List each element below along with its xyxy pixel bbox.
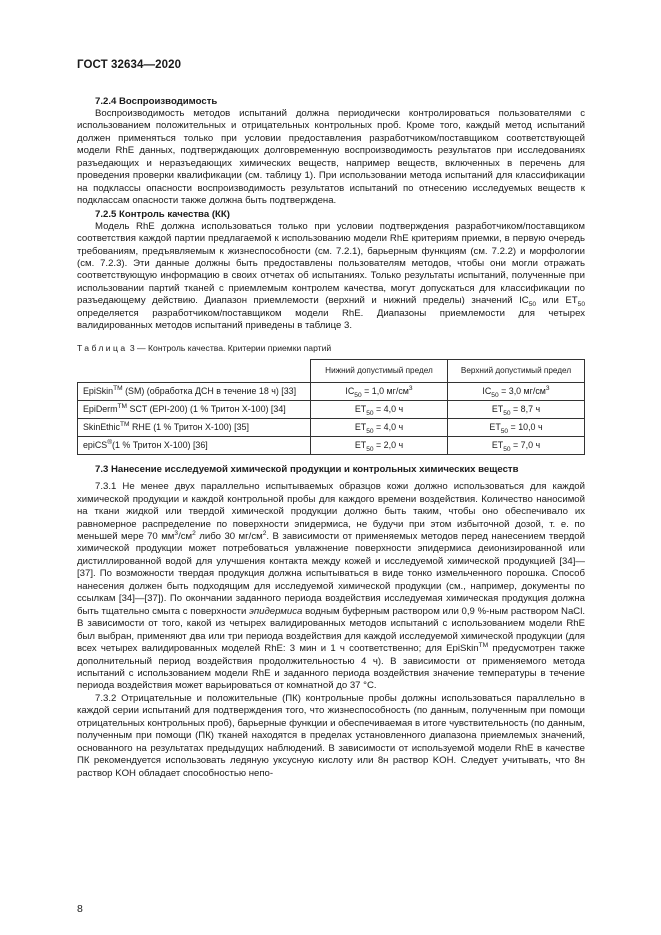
upper-limit-cell: $ET_{50} = 8,7$ ч [448, 401, 585, 419]
upper-limit-cell: $ET_{50} = 7,0$ ч [448, 437, 585, 455]
table-header-upper-limit: Верхний допустимый предел [448, 360, 585, 383]
table-caption: Таблица 3 — Контроль качества. Критерии приемки партий [77, 342, 332, 353]
page-header-standard-id: ГОСТ 32634—2020 [77, 59, 182, 71]
paragraph-7-3-1: 7.3.1 Не менее двух параллельно испытываемых образцов кожи должно использоваться для каждой химической продукции и каждой контрольной пробы для каждого времени воздействия. Количество наносимой на ткани жидкой или твердой химической продукции должно быть таким, чтобы оно обеспечивало их равномерное распределение по поверхности эпидермиса, не будучи при этом избыточной дозой, т. е. по меньшей мере 70 $мм^3/см^2$ либо 30 $мг/см^2$. В зависимости от применяемых методов перед нанесением твердой химической продукции может потребоваться увлажнение поверхности эпидермиса деионизированной или дистиллированной водой для улучшения контакта между кожей и исследуемой химической продукцией [34]—[37]. По возможности твердая продукция должна испытываться в виде тонко измельченного порошка. Способ нанесения должен быть подходящим для исследуемой химической продукции (см., например, документы по ссылкам [34]—[37]). По окончании заданного периода воздействия исследуемая химическая продукция должна быть тщательно смыта с поверхности эпидермиса водным буферным раствором или 0,9 %-ным раствором NaCl. В зависимости от того, какой из четырех валидированных методов испытаний с использованием модели RhE был выбран, применяют два или три периода воздействия для каждой исследуемой химической продукции (для всех четырех валидированных моделей RhE: 3 мин и 1 ч соответственно; для EpiSkin™ предусмотрен также дополнительный период воздействия продолжительностью 4 ч). В зависимости от применяемого метода испытаний с использованием модели RhE и заданного периода воздействия значение температуры в течение периода воздействия может варьироваться от комнатной до 37 °C. [77, 481, 586, 692]
acceptance-criteria-table [77, 359, 585, 455]
model-name-cell: epiCS®(1 % Тритон X-100) [36] [78, 437, 311, 455]
paragraph-reproducibility: Воспроизводимость методов испытаний должна периодически контролироваться пользователями с использованием положительных и отрицательных контрольных проб. Кроме того, каждый метод испытаний должен применяться только при условии предоставления разработчиком/поставщиком соответствующей модели RhE данных, подтверждающих долговременную воспроизводимость результатов при исследованиях разъедающих и неразъедающих химических веществ, например веществ, включенных в перечень для проведения проверки квалификации (см. таблицу 1). При использовании метода испытаний для классификации на подклассы опасности воспроизводимость результатов испытаний по отнесению исследуемых веществ к подклассам опасности также должна быть подтверждена. [77, 108, 585, 207]
page-content [77, 95, 585, 780]
model-name-cell: EpiSkin™ (SM) (обработка ДСН в течение 18 ч) [33] [78, 383, 311, 401]
model-name-cell: SkinEthic™ RHE (1 % Тритон X-100) [35] [78, 419, 311, 437]
table-row [78, 383, 585, 401]
section-heading-7-2-4: 7.2.4 Воспроизводимость [95, 96, 218, 107]
lower-limit-cell: $ET_{50} = 4,0$ ч [311, 419, 448, 437]
model-name-cell: EpiDerm™ SCT (EPI-200) (1 % Тритон X-100) [34] [78, 401, 311, 419]
table-header-empty [78, 360, 311, 383]
upper-limit-cell: $IC_{50} = 3,0$ $мг/см^3$ [448, 383, 585, 401]
page-number: 8 [77, 903, 83, 915]
table-row [78, 419, 585, 437]
table-header-row [78, 360, 585, 383]
upper-limit-cell: $ET_{50} = 10,0$ ч [448, 419, 585, 437]
table-header-lower-limit: Нижний допустимый предел [311, 360, 448, 383]
lower-limit-cell: $IC_{50} = 1,0$ $мг/см^3$ [311, 383, 448, 401]
lower-limit-cell: $ET_{50} = 2,0$ ч [311, 437, 448, 455]
paragraph-7-3-2: 7.3.2 Отрицательные и положительные (ПК) контрольные пробы должны использоваться параллельно в каждой серии испытаний для подтверждения того, что жизнеспособность (по данным, полученным при помощи отрицательных контрольных проб), барьерные функции и обеспечиваемая в итоге чувствительность (по данным, полученным при помощи (ПК) тканей находятся в пределах установленного диапазона приемлемых значений, основанного на результатах предыдущих наблюдений. В зависимости от используемой модели RhE в качестве ПК рекомендуется использовать ледяную уксусную кислоту или 8н раствор KOH. Следует учитывать, что 8н раствор KOH обладает способностью непо- [77, 692, 585, 779]
lower-limit-cell: $ET_{50} = 4,0$ ч [311, 401, 448, 419]
paragraph-quality-control: Модель RhE должна использоваться только при условии подтверждения разработчиком/поставщиком соответствия каждой партии предлагаемой к использованию модели RhE критериям приемки, в первую очередь требованиям, предъявляемым к жизнеспособности (см. 7.2.1), барьерным функциям (см. 7.2.2) и морфологии (см. 7.2.3). Эти данные должны быть предоставлены пользователям методов, чтобы они могли отражать соответствующую информацию в своих отчетах об испытаниях. Только результаты испытаний, полученные при использовании партий тканей с приемлемым контролем качества, могут допускаться для классификации по разъедающему действию. Диапазон приемлемости (верхний и нижний пределы) значений $IC_{50}$ или $ET_{50}$ определяется разработчиком/поставщиком модели RhE. Диапазоны приемлемости для четырех валидированных методов испытаний приведены в таблице 3. [77, 220, 586, 332]
section-heading-7-3: 7.3 Нанесение исследуемой химической продукции и контрольных химических веществ [95, 464, 519, 476]
section-heading-7-2-5: 7.2.5 Контроль качества (КК) [95, 208, 230, 220]
table-row [78, 437, 585, 455]
table-row [78, 401, 585, 419]
